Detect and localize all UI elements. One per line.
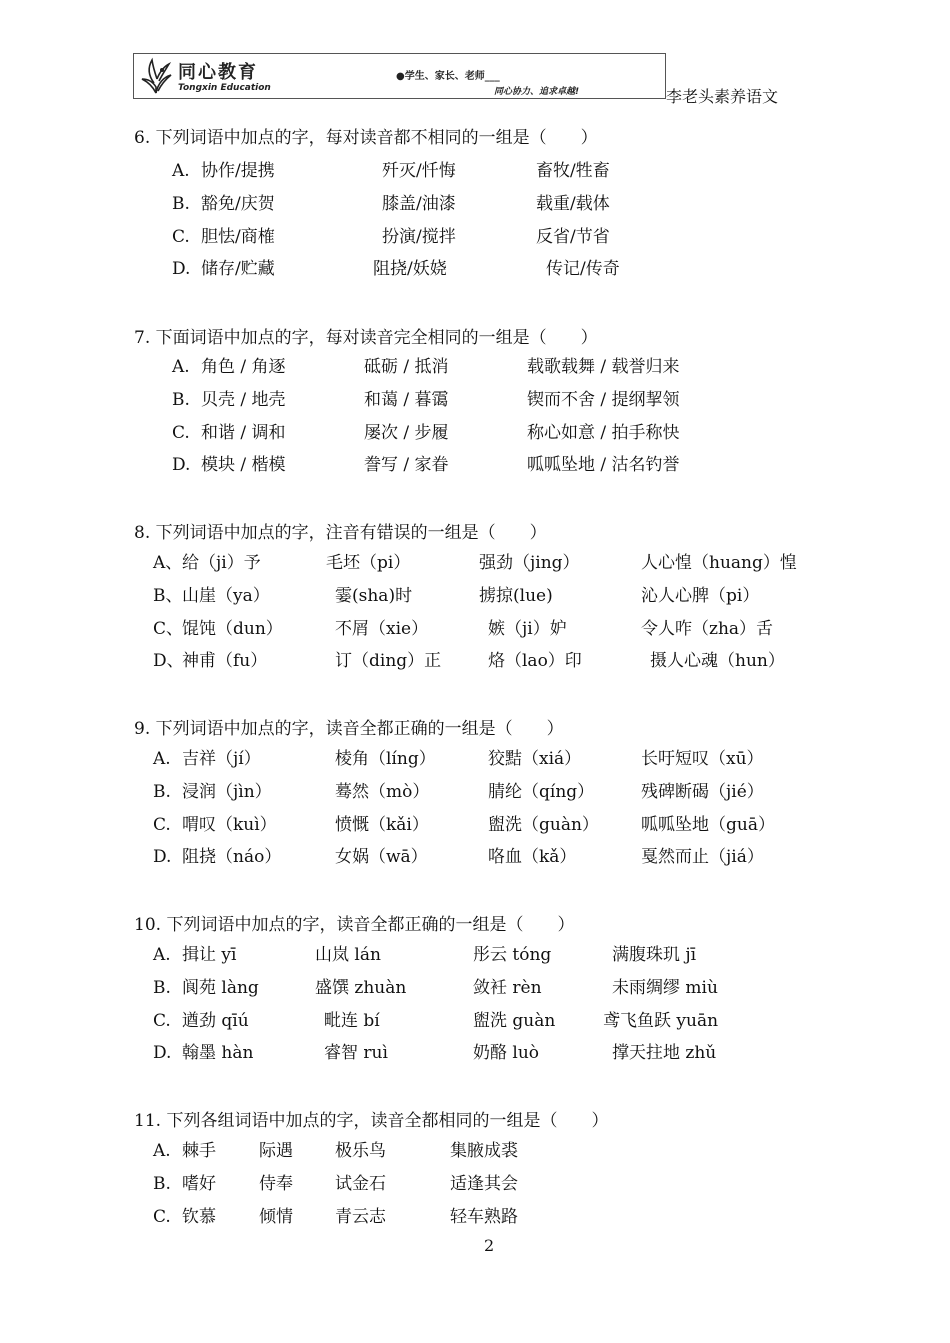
option-label: D. <box>172 455 191 475</box>
option-cell: 遒劲 qīú <box>182 1011 249 1031</box>
option-label: B. <box>172 194 190 214</box>
option-cell: 揖让 yī <box>182 945 237 965</box>
option-cell: 喟叹（kuì） <box>182 815 277 835</box>
option-cell: 烙（lao）印 <box>488 651 582 671</box>
logo-english: Tongxin Education <box>178 83 271 93</box>
option-cell: 砥砺 / 抵消 <box>364 357 449 377</box>
option-cell: 吉祥（jí） <box>182 749 261 769</box>
option-cell: 侍奉 <box>259 1174 293 1194</box>
option-cell: 和谐 / 调和 <box>201 423 286 443</box>
option-cell: 锲而不舍 / 提纲挈领 <box>527 390 680 410</box>
option-label: D. <box>172 259 191 279</box>
option-cell: 钦慕 <box>182 1207 216 1227</box>
option-cell: 彤云 tóng <box>473 945 552 965</box>
option-label: B. <box>153 978 171 998</box>
option-cell: 给（ji）予 <box>182 553 261 573</box>
option-cell: 山岚 lán <box>315 945 381 965</box>
option-label: B. <box>172 390 190 410</box>
option-cell: 际遇 <box>259 1141 293 1161</box>
option-cell: 睿智 ruì <box>324 1043 388 1063</box>
header-banner <box>133 53 666 99</box>
option-cell: 模块 / 楷模 <box>201 455 286 475</box>
option-cell: 载歌载舞 / 载誉归来 <box>527 357 680 377</box>
logo-text: 同心教育 <box>178 62 258 83</box>
option-label: C. <box>153 1011 171 1031</box>
option-cell: 棱角（líng） <box>335 749 436 769</box>
option-cell: 订（ding）正 <box>335 651 442 671</box>
option-cell: 屡次 / 步履 <box>364 423 449 443</box>
question-stem: 8. 下列词语中加点的字，注音有错误的一组是（ ） <box>134 523 547 543</box>
option-label: C. <box>153 815 171 835</box>
option-cell: 倾情 <box>259 1207 293 1227</box>
option-cell: 呱呱坠地（guā） <box>641 815 775 835</box>
question-stem: 7. 下面词语中加点的字，每对读音完全相同的一组是（ ） <box>134 328 598 348</box>
option-cell: 残碑断碣（jié） <box>641 782 764 802</box>
option-cell: 腈纶（qíng） <box>488 782 595 802</box>
option-cell: 咯血（kǎ） <box>488 847 577 867</box>
option-cell: 毗连 bí <box>324 1011 380 1031</box>
option-label: C、 <box>153 619 184 639</box>
option-cell: 盥洗 guàn <box>473 1011 556 1031</box>
option-cell: 掳掠(lue) <box>479 586 553 606</box>
option-cell: 人心惶（huang）惶 <box>641 553 797 573</box>
option-cell: 未雨绸缪 miù <box>612 978 718 998</box>
question-stem: 10. 下列词语中加点的字，读音全都正确的一组是（ ） <box>134 915 575 935</box>
brand-label: 李老头素养语文 <box>666 87 779 106</box>
option-label: C. <box>172 423 190 443</box>
option-cell: 毛坯（pi） <box>326 553 411 573</box>
option-cell: 翰墨 hàn <box>182 1043 254 1063</box>
option-cell: 阻挠（náo） <box>182 847 282 867</box>
option-cell: 豁免/庆贺 <box>201 194 275 214</box>
option-cell: 呱呱坠地 / 沽名钓誉 <box>527 455 680 475</box>
option-cell: 摄人心魂（hun） <box>650 651 785 671</box>
option-label: A. <box>153 749 171 769</box>
option-cell: 载重/载体 <box>536 194 610 214</box>
question-stem: 9. 下列词语中加点的字，读音全都正确的一组是（ ） <box>134 719 564 739</box>
option-cell: 愤慨（kǎi） <box>335 815 429 835</box>
option-cell: 鸢飞鱼跃 yuān <box>603 1011 719 1031</box>
option-cell: 阆苑 làng <box>182 978 259 998</box>
option-cell: 沁人心脾（pi） <box>641 586 760 606</box>
option-cell: 长吁短叹（xū） <box>641 749 764 769</box>
option-cell: 敛衽 rèn <box>473 978 542 998</box>
option-cell: 盥洗（guàn） <box>488 815 599 835</box>
header-slogan-bottom: 同心协力、追求卓越! <box>494 87 580 97</box>
option-label: A. <box>172 357 190 377</box>
option-cell: 极乐鸟 <box>335 1141 386 1161</box>
option-cell: 嗜好 <box>182 1174 216 1194</box>
option-label: C. <box>172 227 190 247</box>
option-cell: 浸润（jìn） <box>182 782 272 802</box>
option-label: A. <box>153 945 171 965</box>
option-cell: 适逢其会 <box>450 1174 518 1194</box>
option-cell: 和蔼 / 暮霭 <box>364 390 449 410</box>
option-cell: 阻挠/妖娆 <box>373 259 447 279</box>
question-stem: 6. 下列词语中加点的字，每对读音都不相同的一组是（ ） <box>134 128 598 148</box>
option-cell: 蓦然（mò） <box>335 782 430 802</box>
option-cell: 试金石 <box>335 1174 386 1194</box>
option-label: D. <box>153 1043 172 1063</box>
option-label: A. <box>153 1141 171 1161</box>
option-cell: 扮演/搅拌 <box>382 227 456 247</box>
option-label: B. <box>153 1174 171 1194</box>
option-cell: 青云志 <box>335 1207 386 1227</box>
orchid-logo-icon <box>138 57 174 95</box>
option-cell: 储存/贮藏 <box>201 259 275 279</box>
option-cell: 奶酪 luò <box>473 1043 540 1063</box>
option-cell: 轻车熟路 <box>450 1207 518 1227</box>
option-cell: 嫉（ji）妒 <box>488 619 567 639</box>
option-cell: 霎(sha)时 <box>335 586 413 606</box>
option-cell: 畜牧/牲畜 <box>536 161 610 181</box>
option-cell: 满腹珠玑 jī <box>612 945 697 965</box>
page-number: 2 <box>484 1236 495 1255</box>
question-stem: 11. 下列各组词语中加点的字，读音全都相同的一组是（ ） <box>134 1111 609 1131</box>
option-cell: 集腋成裘 <box>450 1141 518 1161</box>
option-label: B、 <box>153 586 183 606</box>
option-cell: 女娲（wā） <box>335 847 428 867</box>
option-label: A、 <box>153 553 183 573</box>
option-cell: 不屑（xie） <box>335 619 429 639</box>
option-cell: 撑天拄地 zhǔ <box>612 1043 717 1063</box>
option-label: C. <box>153 1207 171 1227</box>
option-label: D、 <box>153 651 184 671</box>
option-cell: 山崖（ya） <box>182 586 270 606</box>
option-cell: 反省/节省 <box>536 227 610 247</box>
option-cell: 歼灭/忏悔 <box>382 161 456 181</box>
option-label: B. <box>153 782 171 802</box>
option-cell: 称心如意 / 拍手称快 <box>527 423 680 443</box>
option-cell: 誊写 / 家眷 <box>364 455 449 475</box>
option-cell: 棘手 <box>182 1141 216 1161</box>
option-cell: 强劲（jing） <box>479 553 580 573</box>
option-cell: 胆怯/商榷 <box>201 227 275 247</box>
option-cell: 神甫（fu） <box>182 651 268 671</box>
option-label: A. <box>172 161 190 181</box>
option-cell: 膝盖/油漆 <box>382 194 456 214</box>
header-slogan-top: ●学生、家长、老师___ <box>396 71 500 82</box>
option-cell: 馄饨（dun） <box>182 619 283 639</box>
option-cell: 贝壳 / 地壳 <box>201 390 286 410</box>
option-cell: 盛馔 zhuàn <box>315 978 407 998</box>
option-cell: 狡黠（xiá） <box>488 749 582 769</box>
option-cell: 协作/提携 <box>201 161 275 181</box>
option-cell: 戛然而止（jiá） <box>641 847 764 867</box>
option-cell: 令人咋（zha）舌 <box>641 619 774 639</box>
option-cell: 传记/传奇 <box>546 259 620 279</box>
option-label: D. <box>153 847 172 867</box>
option-cell: 角色 / 角逐 <box>201 357 286 377</box>
